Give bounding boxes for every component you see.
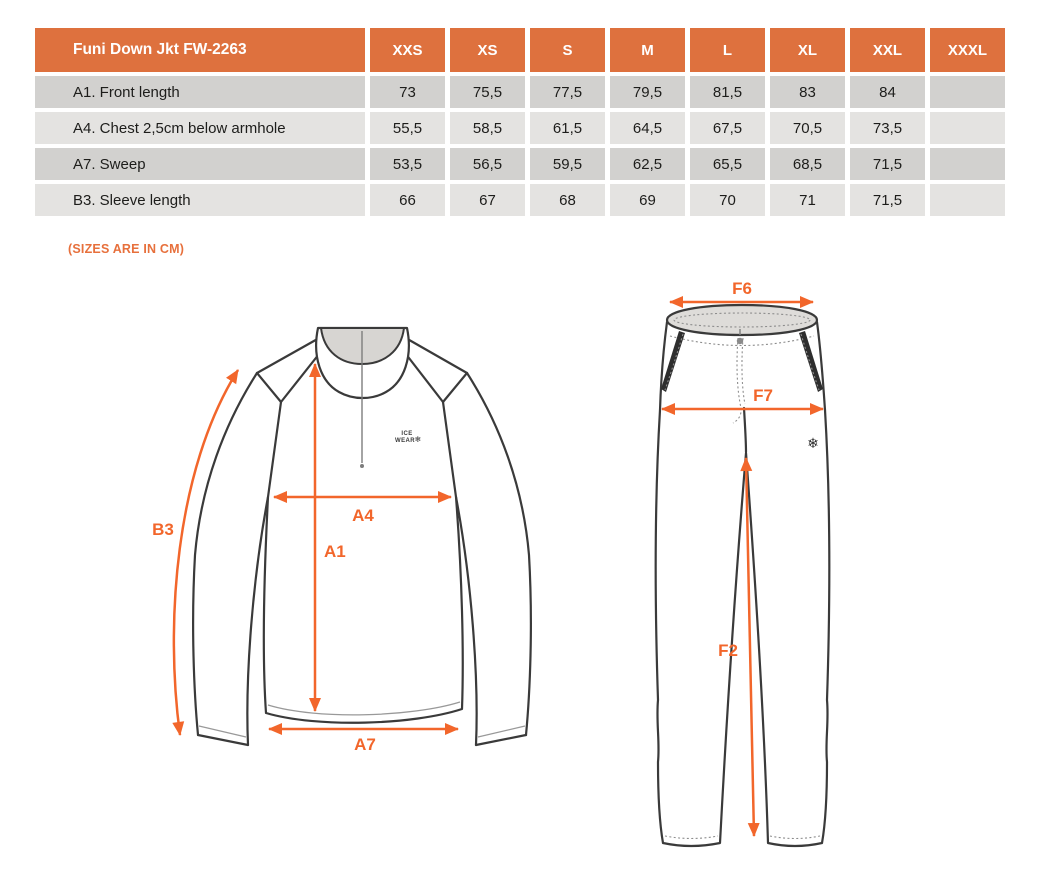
measurement-label-cell: A4. Chest 2,5cm below armhole xyxy=(35,112,365,144)
size-column-header: XXL xyxy=(850,28,925,72)
size-value-cell: 75,5 xyxy=(450,76,525,108)
size-value-cell: 70 xyxy=(690,184,765,216)
size-value-cell: 73,5 xyxy=(850,112,925,144)
size-value-cell: 71 xyxy=(770,184,845,216)
size-column-header: L xyxy=(690,28,765,72)
measurement-label-b3: B3 xyxy=(152,520,174,539)
size-value-cell: 84 xyxy=(850,76,925,108)
jacket-left-sleeve xyxy=(193,373,268,745)
size-value-cell: 77,5 xyxy=(530,76,605,108)
size-value-cell: 79,5 xyxy=(610,76,685,108)
size-table xyxy=(35,28,1005,216)
snowflake-icon: ❄ xyxy=(414,435,422,444)
jacket-diagram xyxy=(125,295,595,775)
size-value-cell: 58,5 xyxy=(450,112,525,144)
size-value-cell: 62,5 xyxy=(610,148,685,180)
size-value-cell: 68 xyxy=(530,184,605,216)
size-value-cell xyxy=(930,112,1005,144)
size-value-cell: 53,5 xyxy=(370,148,445,180)
logo-text-line1: ICE xyxy=(401,431,413,437)
measurement-label-f6: F6 xyxy=(732,280,752,298)
size-value-cell: 66 xyxy=(370,184,445,216)
measurement-label-f2: F2 xyxy=(718,641,738,660)
measurement-label-cell: A7. Sweep xyxy=(35,148,365,180)
size-column-header: XL xyxy=(770,28,845,72)
size-value-cell: 83 xyxy=(770,76,845,108)
size-value-cell: 70,5 xyxy=(770,112,845,144)
measurement-label-cell: B3. Sleeve length xyxy=(35,184,365,216)
size-value-cell: 73 xyxy=(370,76,445,108)
size-value-cell xyxy=(930,76,1005,108)
size-value-cell: 71,5 xyxy=(850,148,925,180)
size-column-header: S xyxy=(530,28,605,72)
pants-body xyxy=(656,410,830,846)
size-value-cell: 71,5 xyxy=(850,184,925,216)
size-value-cell: 67,5 xyxy=(690,112,765,144)
size-value-cell: 81,5 xyxy=(690,76,765,108)
size-value-cell: 67 xyxy=(450,184,525,216)
units-note: (SIZES ARE IN CM) xyxy=(68,242,185,256)
snowflake-icon: ❄ xyxy=(807,436,819,452)
size-value-cell: 59,5 xyxy=(530,148,605,180)
jacket-right-sleeve xyxy=(456,373,531,745)
measurement-label-cell: A1. Front length xyxy=(35,76,365,108)
size-column-header: XXS xyxy=(370,28,445,72)
size-value-cell: 69 xyxy=(610,184,685,216)
measurement-label-f7: F7 xyxy=(753,386,773,405)
product-title-cell: Funi Down Jkt FW-2263 xyxy=(35,28,365,72)
measurement-label-a7: A7 xyxy=(354,735,376,754)
logo-text-line2: WEAR xyxy=(395,438,415,444)
size-value-cell: 64,5 xyxy=(610,112,685,144)
size-column-header: XS xyxy=(450,28,525,72)
pants-diagram xyxy=(625,280,885,880)
size-value-cell xyxy=(930,184,1005,216)
measurement-label-a1: A1 xyxy=(324,542,346,561)
size-value-cell: 55,5 xyxy=(370,112,445,144)
size-column-header: M xyxy=(610,28,685,72)
size-value-cell: 68,5 xyxy=(770,148,845,180)
size-value-cell xyxy=(930,148,1005,180)
size-value-cell: 56,5 xyxy=(450,148,525,180)
measurement-label-a4: A4 xyxy=(352,506,374,525)
size-column-header: XXXL xyxy=(930,28,1005,72)
size-value-cell: 65,5 xyxy=(690,148,765,180)
size-value-cell: 61,5 xyxy=(530,112,605,144)
jacket-body xyxy=(264,402,463,723)
